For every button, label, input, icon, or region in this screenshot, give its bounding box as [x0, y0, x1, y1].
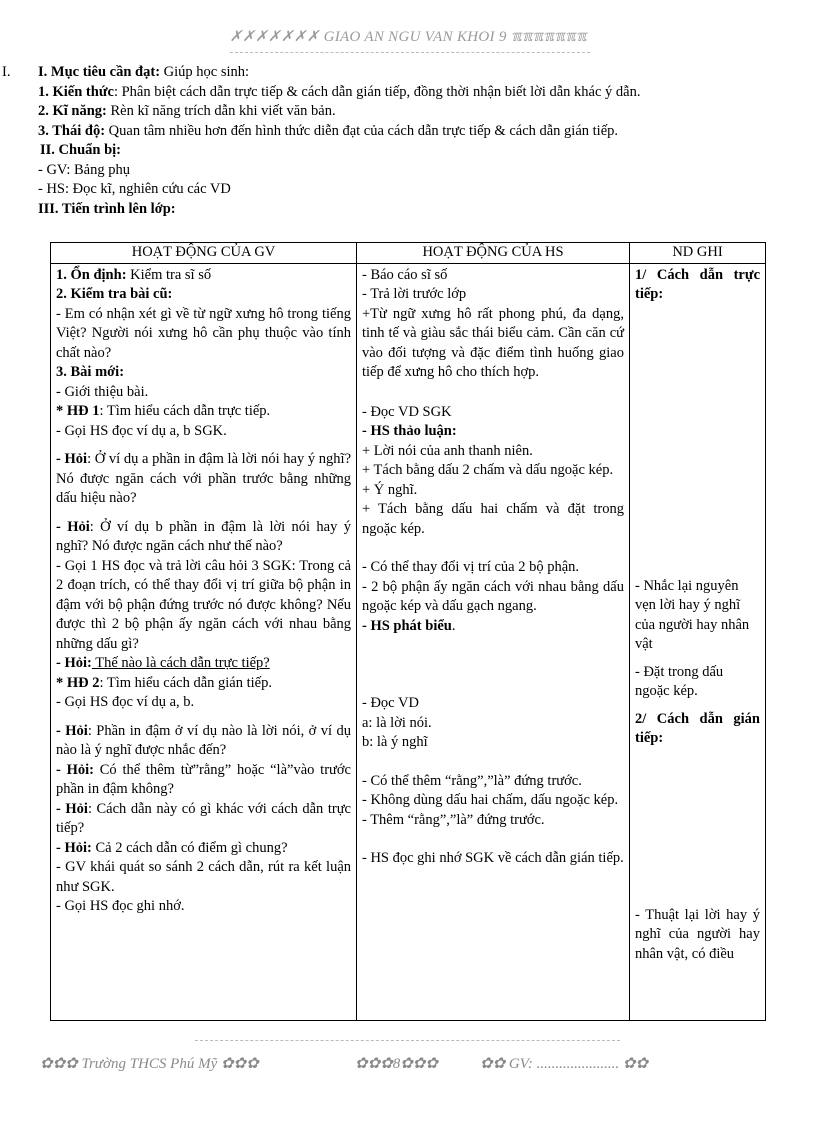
spacer: [362, 383, 624, 403]
hs-line: - Có thể thêm “rằng”,”là” đứng trước.: [362, 772, 582, 789]
header-divider: [230, 52, 590, 53]
gv-line: [56, 674, 351, 694]
activity-text: : Tìm hiểu cách dẫn gián tiếp.: [99, 674, 272, 691]
roman-numeral: I.: [2, 64, 11, 80]
hs-line: a: là lời nói.: [362, 714, 432, 731]
hs-line: + Tách bằng dấu hai chấm và đặt trong ngoặc kép.: [362, 501, 624, 537]
gv-column: [51, 263, 357, 1020]
question-label: - Hỏi:: [56, 761, 94, 778]
hs-line: + Tách bằng dấu 2 chấm và dấu ngoặc kép.: [362, 462, 614, 478]
hs-line: - 2 bộ phận ấy ngăn cách với nhau bằng dấu ngoặc kép và dấu gạch ngang.: [362, 578, 624, 614]
nd-note: - Nhắc lại nguyên vẹn lời hay ý nghĩ của người hay nhân vật: [635, 577, 750, 652]
header-gv: HOẠT ĐỘNG CỦA GV: [51, 243, 357, 264]
footer-page-number: ✿✿✿8✿✿✿: [355, 1056, 438, 1072]
prep-heading: II. Chuẩn bị:: [40, 142, 121, 158]
hs-line: - HS thảo luận:: [362, 423, 457, 439]
knowledge-label: 1. Kiến thức: [38, 83, 114, 100]
hs-bold-label: - HS phát biểu: [362, 617, 452, 634]
table-header-row: [51, 243, 766, 264]
gv-line: - Gọi 1 HS đọc và trả lời câu hỏi 3 SGK: Trong cả 2 đoạn trích, có thể thay đổi vị trí giữa bộ phận in đậm với bộ phận đứng trước nó được không? Nếu được thì 2 bộ phận ấy ngăn cách với nhau bằng những dấu gì?: [56, 557, 351, 652]
hs-line: - Trả lời trước lớp: [362, 286, 467, 302]
gv-question: [56, 654, 351, 674]
hs-line: - Đọc VD: [362, 695, 419, 711]
hs-text: .: [451, 617, 456, 634]
hs-line: [362, 617, 624, 637]
gv-line: - Gọi HS đọc ví dụ a, b.: [56, 694, 195, 710]
gv-question: [56, 839, 351, 859]
gv-question: [56, 450, 351, 509]
hs-line: - Thêm “rằng”,”là” đứng trước.: [362, 811, 545, 828]
nd-heading: 2/ Cách dẫn gián tiếp:: [635, 710, 760, 746]
header-hs: HOẠT ĐỘNG CỦA HS: [357, 243, 630, 264]
question-label: - Hỏi: [56, 518, 90, 535]
spacer: [56, 509, 351, 518]
footer-school: ✿✿✿ Trường THCS Phú Mỹ ✿✿✿: [40, 1056, 259, 1072]
question-label: - Hỏi:: [56, 655, 92, 671]
hs-line: + Ý nghĩ.: [362, 481, 418, 498]
question-text: : Cách dẫn này có gì khác với cách dẫn trực tiếp?: [56, 800, 351, 836]
gv-question: [56, 800, 351, 839]
skill-line: [38, 102, 763, 122]
hs-line: + Lời nói của anh thanh niên.: [362, 442, 533, 459]
prep-hs: - HS: Đọc kĩ, nghiên cứu các VD: [38, 181, 231, 197]
nd-note: - Thuật lại lời hay ý nghĩ của người hay nhân vật, có điều: [635, 906, 760, 962]
gv-step-text: Kiểm tra sĩ số: [126, 266, 212, 283]
hs-line: - Báo cáo sĩ số: [362, 266, 448, 283]
lesson-intro: [38, 63, 763, 219]
process-heading: III. Tiến trình lên lớp:: [38, 200, 176, 217]
question-label: - Hỏi:: [56, 839, 92, 856]
hs-line: b: là ý nghĩ: [362, 734, 428, 750]
hs-line: - Có thể thay đổi vị trí của 2 bộ phận.: [362, 559, 580, 575]
question-label: - Hỏi: [56, 800, 88, 817]
skill-text: Rèn kĩ năng trích dẫn khi viết văn bản.: [106, 103, 336, 119]
gv-line: - Gọi HS đọc ghi nhớ.: [56, 898, 185, 914]
question-text: Thế nào là cách dẫn trực tiếp?: [91, 655, 270, 671]
skill-label: 2. Kĩ năng:: [38, 103, 107, 119]
hs-line: - HS đọc ghi nhớ SGK về cách dẫn gián tiếp.: [362, 850, 624, 866]
table-row: [51, 263, 766, 1020]
spacer: [362, 830, 624, 849]
activity-text: : Tìm hiểu cách dẫn trực tiếp.: [99, 403, 271, 419]
hs-column: [357, 263, 630, 1020]
lesson-table: [50, 242, 766, 1021]
gv-line: - GV khái quát so sánh 2 cách dẫn, rút ra kết luận như SGK.: [56, 859, 351, 895]
activity-label: * HĐ 2: [56, 674, 100, 691]
spacer: [56, 713, 351, 722]
question-text: : Ở ví dụ b phần in đậm là lời nói hay ý nghĩ? Nó được ngăn cách như thế nào?: [56, 518, 351, 554]
spacer: [635, 702, 760, 710]
nd-column: [630, 263, 766, 1020]
question-text: : Ở ví dụ a phần in đậm là lời nói hay ý nghĩ? Nó được ngăn cách với phần trước bằng những dấu hiệu nào?: [56, 451, 351, 506]
footer-divider: [195, 1040, 620, 1041]
knowledge-line: [38, 83, 763, 103]
spacer: [56, 441, 351, 450]
prep-gv: - GV: Bảng phụ: [38, 161, 130, 178]
hs-line: - Đọc VD SGK: [362, 403, 452, 420]
question-text: : Phần in đậm ở ví dụ nào là lời nói, ở ví dụ nào là ý nghĩ được nhắc đến?: [56, 722, 351, 758]
attitude-label: 3. Thái độ:: [38, 122, 106, 139]
page-header: ✗✗✗✗✗✗✗ GIAO AN NGU VAN KHOI 9 ℼℼℼℼℼℼℼ: [229, 29, 587, 45]
gv-question: [56, 761, 351, 800]
gv-line: - Giới thiệu bài.: [56, 383, 149, 400]
gv-line: - Em có nhận xét gì về từ ngữ xưng hô trong tiếng Việt? Người nói xưng hô cần phụ thuộc vào tính chất nào?: [56, 305, 351, 361]
gv-line: [56, 402, 351, 422]
gv-question: [56, 518, 351, 557]
nd-heading: 1/ Cách dẫn trực tiếp:: [635, 266, 760, 302]
attitude-line: [38, 122, 763, 142]
spacer: [635, 305, 760, 577]
header-nd: ND GHI: [630, 243, 766, 264]
objective-heading: I. Mục tiêu cần đạt:: [38, 64, 161, 80]
gv-line: - Gọi HS đọc ví dụ a, b SGK.: [56, 422, 227, 439]
hs-line: - Không dùng dấu hai chấm, dấu ngoặc kép.: [362, 792, 619, 808]
gv-step-label: 1. Ổn định:: [56, 266, 127, 283]
footer-teacher: ✿✿ GV: ...................... ✿✿: [480, 1056, 649, 1072]
objective-line: [38, 63, 763, 83]
spacer: [362, 636, 624, 694]
question-label: - Hỏi: [56, 451, 88, 467]
spacer: [362, 753, 624, 772]
question-text: Cả 2 cách dẫn có điểm gì chung?: [91, 839, 288, 856]
gv-line: [56, 266, 351, 286]
nd-note: - Đặt trong dấu ngoặc kép.: [635, 663, 724, 699]
hs-line: +Từ ngữ xưng hô rất phong phú, đa dạng, tinh tế và giàu sắc thái biểu cảm. Cần căn cứ vào đối tượng và đặc điểm tình huống giao tiếp để xưng hô cho thích hợp.: [362, 305, 624, 380]
question-text: Có thể thêm từ”rằng” hoặc “là”vào trước phần in đậm không?: [56, 761, 351, 797]
spacer: [635, 655, 760, 663]
gv-step-label: 3. Bài mới:: [56, 364, 125, 380]
question-label: - Hỏi: [56, 722, 88, 739]
activity-label: * HĐ 1: [56, 403, 100, 419]
knowledge-text: : Phân biệt cách dẫn trực tiếp & cách dẫn gián tiếp, đồng thời nhận biết lời dẫn khác ý dẫn.: [113, 83, 641, 100]
gv-step-label: 2. Kiểm tra bài cũ:: [56, 286, 173, 302]
spacer: [362, 539, 624, 558]
gv-question: [56, 722, 351, 761]
spacer: [635, 749, 760, 906]
attitude-text: Quan tâm nhiều hơn đến hình thức diễn đạt của cách dẫn trực tiếp & cách dẫn gián tiếp.: [105, 122, 619, 139]
objective-text: Giúp học sinh:: [160, 64, 250, 80]
